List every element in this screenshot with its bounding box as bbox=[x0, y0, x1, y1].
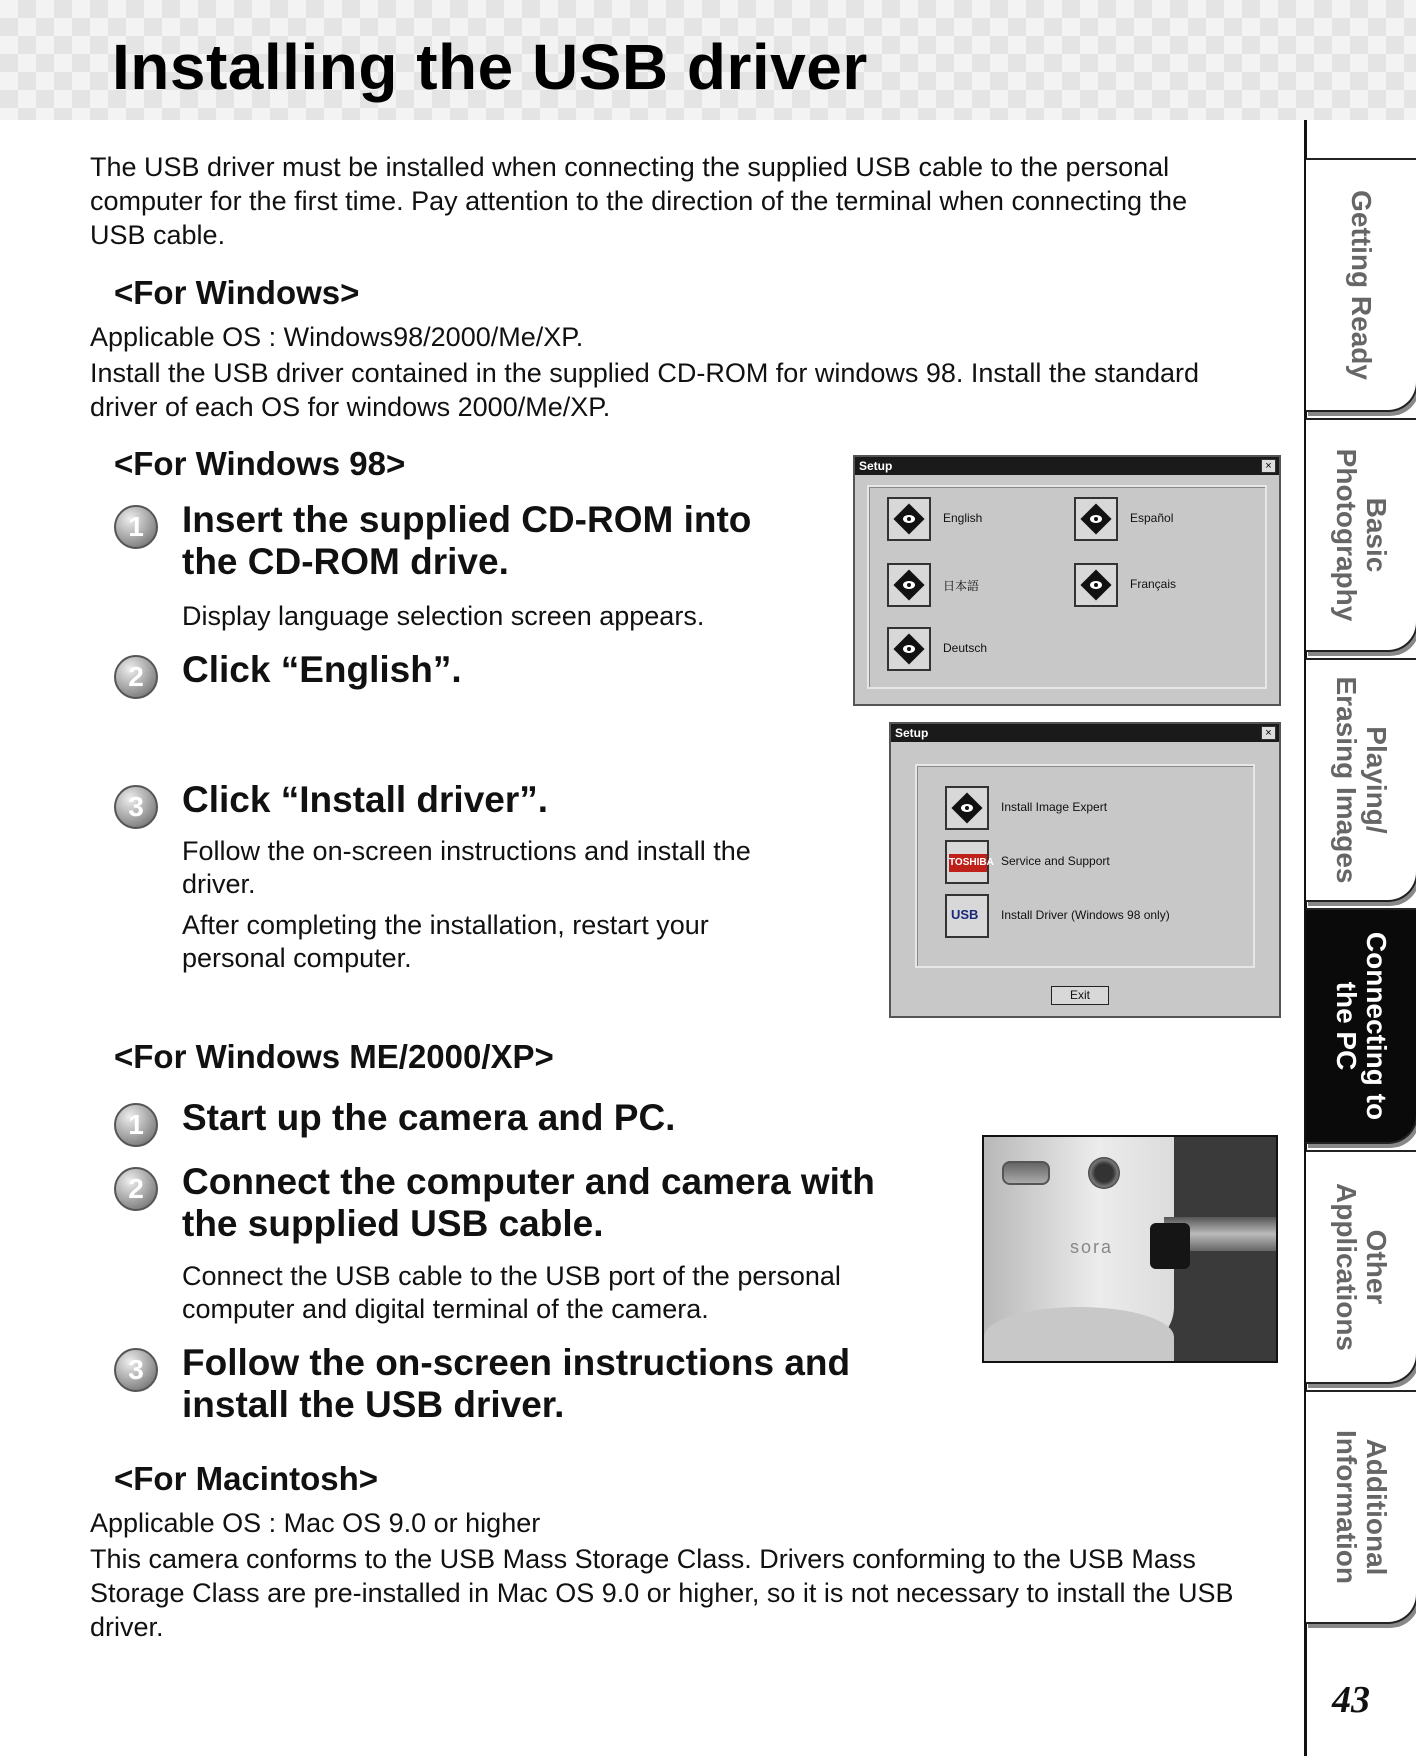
tab-additional-information[interactable] bbox=[1306, 1390, 1416, 1624]
dialog-title-bar: Setup bbox=[891, 724, 1279, 742]
usb-icon[interactable] bbox=[945, 894, 989, 938]
usb-plug bbox=[1150, 1223, 1190, 1269]
dialog-title-bar: Setup bbox=[855, 457, 1279, 475]
camera-brand: sora bbox=[1070, 1237, 1114, 1257]
hand bbox=[984, 1307, 1174, 1363]
option-label: Install Image Expert bbox=[1001, 800, 1108, 814]
exit-button[interactable]: Exit bbox=[1051, 986, 1109, 1005]
step-title-line: Connect the computer and camera with bbox=[182, 1161, 875, 1202]
windows-os-text: Applicable OS : Windows98/2000/Me/XP. bbox=[90, 322, 584, 352]
tab-label: Other Applications bbox=[1331, 1182, 1392, 1352]
cd-eye-icon[interactable] bbox=[887, 627, 931, 671]
mac-os-text: Applicable OS : Mac OS 9.0 or higher bbox=[90, 1508, 541, 1538]
windows-note: Install the USB driver contained in the supplied CD-ROM for windows 98. Install the standard driver of each OS for windows 2000/Me/XP. bbox=[90, 358, 1200, 422]
step-title: Click “English”. bbox=[182, 649, 462, 690]
cd-eye-icon[interactable] bbox=[1074, 563, 1118, 607]
page-header bbox=[0, 0, 1416, 120]
tab-label: Playing/ Erasing Images bbox=[1331, 676, 1392, 884]
cd-eye-icon[interactable] bbox=[887, 497, 931, 541]
cd-eye-icon[interactable] bbox=[1074, 497, 1118, 541]
step-title: Click “Install driver”. bbox=[182, 779, 549, 820]
close-button[interactable]: × bbox=[1261, 459, 1276, 473]
desc-line: driver. bbox=[182, 869, 256, 899]
step-title-line: the CD-ROM drive. bbox=[182, 541, 509, 582]
step-title bbox=[182, 1161, 875, 1245]
install-setup-dialog bbox=[889, 722, 1281, 1018]
usb-logo-text: USB bbox=[951, 907, 979, 922]
step-description bbox=[182, 835, 751, 901]
step-number: 2 bbox=[114, 1167, 158, 1211]
mac-note: This camera conforms to the USB Mass Storage Class. Drivers conforming to the USB Mass Storage Class are pre-installed in Mac OS 9.0 or higher, so it is not necessary to install the USB driver. bbox=[90, 1544, 1234, 1642]
step-title bbox=[182, 1342, 850, 1426]
cd-eye-icon[interactable] bbox=[887, 563, 931, 607]
winme-heading: <For Windows ME/2000/XP> bbox=[114, 1038, 554, 1075]
option-label: Español bbox=[1130, 511, 1174, 525]
step-title: Start up the camera and PC. bbox=[182, 1097, 676, 1138]
tab-playing-erasing[interactable] bbox=[1306, 658, 1416, 902]
step-number: 1 bbox=[114, 505, 158, 549]
toshiba-logo-text: TOSHIBA bbox=[949, 854, 987, 872]
toshiba-logo-icon[interactable] bbox=[945, 840, 994, 884]
desc-line: computer and digital terminal of the camera. bbox=[182, 1294, 709, 1324]
win98-heading: <For Windows 98> bbox=[114, 445, 406, 482]
step-title-line: install the USB driver. bbox=[182, 1384, 565, 1425]
tab-basic-photography[interactable] bbox=[1306, 418, 1416, 652]
tab-connecting-pc[interactable] bbox=[1306, 908, 1416, 1144]
language-setup-dialog bbox=[853, 455, 1281, 706]
intro-paragraph: The USB driver must be installed when connecting the supplied USB cable to the personal computer for the first time. Pay attention to the direction of the terminal when connecting the USB cable. bbox=[90, 152, 1188, 250]
close-button[interactable]: × bbox=[1261, 726, 1276, 740]
camera-lens bbox=[1088, 1157, 1120, 1189]
step-number: 3 bbox=[114, 1348, 158, 1392]
option-label: 日本語 bbox=[943, 579, 980, 593]
tab-label: Getting Ready bbox=[1346, 190, 1377, 380]
tab-getting-ready[interactable] bbox=[1306, 158, 1416, 412]
step-number: 3 bbox=[114, 785, 158, 829]
option-label: Service and Support bbox=[1001, 854, 1110, 868]
step-title-line: Follow the on-screen instructions and bbox=[182, 1342, 851, 1383]
tab-label: Connecting to the PC bbox=[1331, 931, 1392, 1121]
option-label: English bbox=[943, 511, 983, 525]
page-title: Installing the USB driver bbox=[112, 31, 868, 103]
camera-flash bbox=[1002, 1161, 1050, 1185]
option-label: Deutsch bbox=[943, 641, 988, 655]
desc-line: Connect the USB cable to the USB port of the personal bbox=[182, 1261, 841, 1291]
step-title bbox=[182, 499, 751, 583]
page-number: 43 bbox=[1332, 1679, 1370, 1721]
option-label: Install Driver (Windows 98 only) bbox=[1001, 908, 1170, 922]
cd-eye-icon[interactable] bbox=[945, 786, 989, 830]
desc-line: After completing the installation, restart your bbox=[182, 910, 709, 940]
tab-other-applications[interactable] bbox=[1306, 1150, 1416, 1384]
step-title-line: Insert the supplied CD-ROM into bbox=[182, 499, 752, 540]
step-description bbox=[182, 909, 709, 975]
tab-label: Additional Information bbox=[1331, 1430, 1392, 1584]
option-label: Français bbox=[1130, 577, 1177, 591]
step-number: 2 bbox=[114, 655, 158, 699]
tab-label: Basic Photography bbox=[1331, 448, 1392, 622]
mac-heading: <For Macintosh> bbox=[114, 1460, 379, 1497]
camera-usb-photo bbox=[982, 1135, 1278, 1363]
step-description: Display language selection screen appears. bbox=[182, 601, 705, 631]
step-title-line: the supplied USB cable. bbox=[182, 1203, 604, 1244]
step-number: 1 bbox=[114, 1103, 158, 1147]
desc-line: personal computer. bbox=[182, 943, 412, 973]
desc-line: Follow the on-screen instructions and install the bbox=[182, 836, 751, 866]
step-description bbox=[182, 1260, 841, 1326]
windows-heading: <For Windows> bbox=[114, 274, 360, 311]
